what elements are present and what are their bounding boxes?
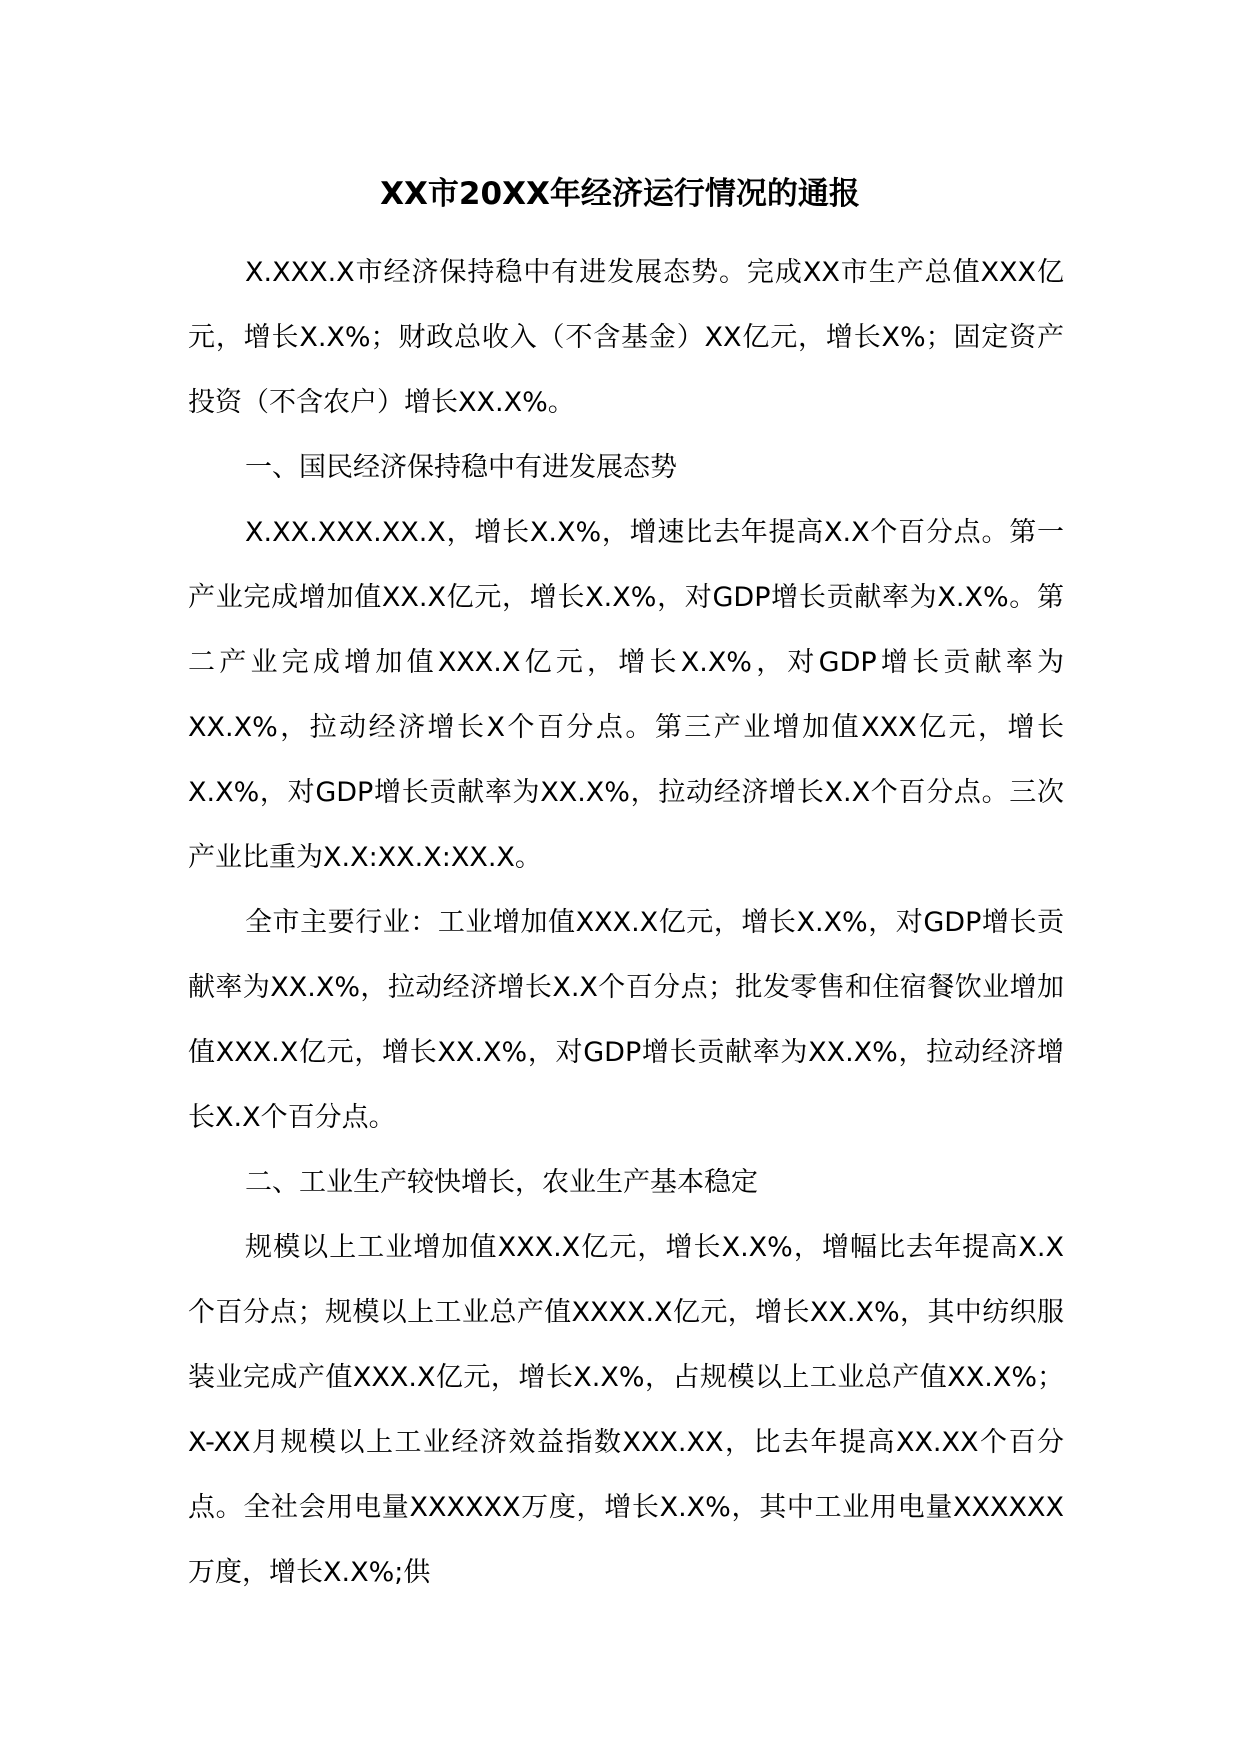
document-title: XX市20XX年经济运行情况的通报	[380, 176, 860, 212]
paragraph-gdp: X.XX.XXX.XX.X，增长X.X%，增速比去年提高X.X个百分点。第一产业完成增加值XX.X亿元，增长X.X%，对GDP增长贡献率为X.X%。第二产业完成增加值XXX.X亿元，增长X.X%，对GDP增长贡献率为XX.X%，拉动经济增长X个百分点。第三产业增加值XXX亿元，增长X.X%，对GDP增长贡献率为XX.X%，拉动经济增长X.X个百分点。三次产业比重为X.X:XX.X:XX.X。	[188, 517, 1064, 873]
paragraph-industrial-production: 规模以上工业增加值XXX.X亿元，增长X.X%，增幅比去年提高X.X个百分点；规模以上工业总产值XXXX.X亿元，增长XX.X%，其中纺织服装业完成产值XXX.X亿元，增长X.X%，占规模以上工业总产值XX.X%；X-XX月规模以上工业经济效益指数XXX.XX，比去年提高XX.XX个百分点。全社会用电量XXXXXX万度，增长X.X%，其中工业用电量XXXXXX万度，增长X.X%;供	[188, 1232, 1064, 1588]
paragraph-industries: 全市主要行业：工业增加值XXX.X亿元，增长X.X%，对GDP增长贡献率为XX.X%，拉动经济增长X.X个百分点；批发零售和住宿餐饮业增加值XXX.X亿元，增长XX.X%，对GDP增长贡献率为XX.X%，拉动经济增长X.X个百分点。	[188, 907, 1064, 1133]
section-heading-1: 一、国民经济保持稳中有进发展态势	[245, 452, 677, 483]
paragraph-summary: X.XXX.X市经济保持稳中有进发展态势。完成XX市生产总值XXX亿元，增长X.X%；财政总收入（不含基金）XX亿元，增长X%；固定资产投资（不含农户）增长XX.X%。	[188, 257, 1064, 418]
section-heading-2: 二、工业生产较快增长，农业生产基本稳定	[245, 1167, 758, 1198]
document-body	[188, 240, 1064, 1605]
